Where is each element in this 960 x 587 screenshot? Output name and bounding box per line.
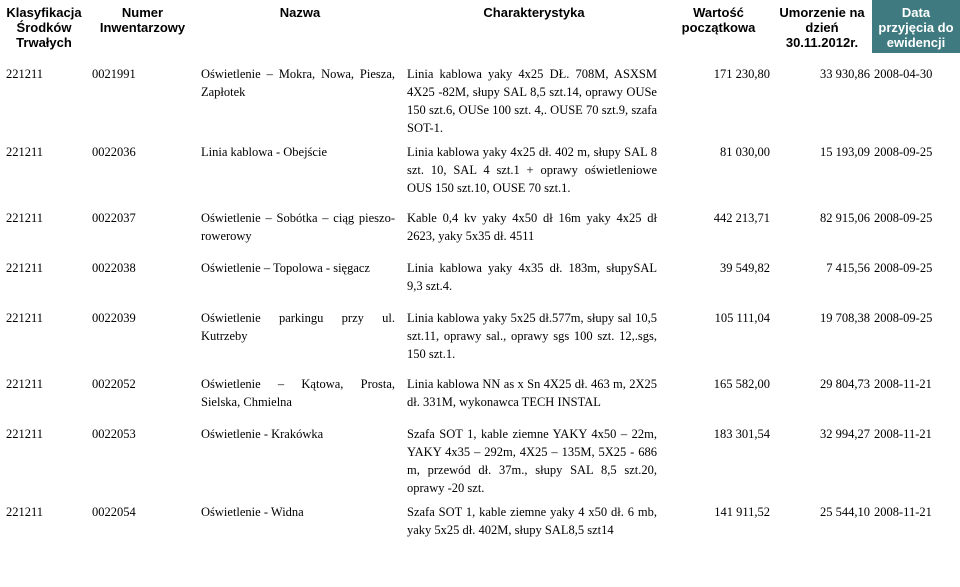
cell-klasyfikacja: 221211 (6, 261, 44, 275)
cell-numer: 0021991 (92, 67, 136, 81)
cell-nazwa: Oświetlenie - Krakówka (201, 427, 324, 441)
cell-nazwa: Oświetlenie – Topolowa - sięgacz (201, 261, 370, 275)
table-row (0, 305, 960, 371)
cell-numer: 0022037 (92, 211, 136, 225)
cell-data: 2008-04-30 (874, 67, 933, 81)
table-row (0, 499, 960, 545)
cell-data: 2008-09-25 (874, 211, 933, 225)
cell-nazwa: Oświetlenie parkingu przy ul. Kutrzeby (201, 311, 395, 343)
cell-umorzenie: 32 994,27 (820, 427, 870, 441)
header-klasyfikacja: Klasyfikacja Środków Trwałych (0, 0, 88, 53)
cell-charakterystyka: Kable 0,4 kv yaky 4x50 dł 16m yaky 4x25 dł 2623, yaky 5x35 dł. 4511 (407, 211, 657, 243)
cell-data: 2008-11-21 (874, 427, 932, 441)
header-row (0, 0, 960, 53)
cell-data: 2008-11-21 (874, 377, 932, 391)
cell-charakterystyka: Szafa SOT 1, kable ziemne yaky 4 x50 dł. 6 mb, yaky 5x25 dł. 402M, słupy SAL8,5 szt14 (407, 505, 657, 537)
cell-wartosc: 105 111,04 (714, 311, 770, 325)
cell-numer: 0022052 (92, 377, 136, 391)
cell-wartosc: 183 301,54 (713, 427, 770, 441)
cell-numer: 0022039 (92, 311, 136, 325)
cell-umorzenie: 19 708,38 (820, 311, 870, 325)
cell-numer: 0022038 (92, 261, 136, 275)
table-row (0, 255, 960, 305)
cell-umorzenie: 29 804,73 (820, 377, 870, 391)
cell-klasyfikacja: 221211 (6, 145, 44, 159)
header-wartosc: Wartość początkowa (665, 0, 772, 53)
cell-wartosc: 442 213,71 (713, 211, 770, 225)
table-row (0, 371, 960, 421)
cell-data: 2008-11-21 (874, 505, 932, 519)
cell-data: 2008-09-25 (874, 145, 933, 159)
cell-umorzenie: 82 915,06 (820, 211, 870, 225)
cell-numer: 0022036 (92, 145, 136, 159)
header-data-przyjecia: Data przyjęcia do ewidencji (872, 0, 960, 53)
cell-nazwa: Oświetlenie – Kątowa, Prosta, Sielska, Chmielna (201, 377, 395, 409)
cell-klasyfikacja: 221211 (6, 377, 44, 391)
cell-numer: 0022053 (92, 427, 136, 441)
cell-klasyfikacja: 221211 (6, 311, 44, 325)
cell-klasyfikacja: 221211 (6, 427, 44, 441)
cell-nazwa: Oświetlenie – Mokra, Nowa, Piesza, Zapłotek (201, 67, 395, 99)
cell-nazwa: Oświetlenie – Sobótka – ciąg pieszo-rowerowy (201, 211, 395, 243)
cell-data: 2008-09-25 (874, 311, 933, 325)
cell-charakterystyka: Linia kablowa yaky 4x25 DŁ. 708M, ASXSM 4X25 -82M, słupy SAL 8,5 szt.14, oprawy OUSe 150 szt.6, OUSe 100 szt. 4,. OUSE 70 szt.9, szafa SOT-1. (407, 67, 657, 135)
header-umorzenie: Umorzenie na dzień 30.11.2012r. (772, 0, 872, 53)
cell-nazwa: Oświetlenie - Widna (201, 505, 304, 519)
header-nazwa: Nazwa (197, 0, 403, 53)
cell-umorzenie: 33 930,86 (820, 67, 870, 81)
cell-klasyfikacja: 221211 (6, 67, 44, 81)
cell-data: 2008-09-25 (874, 261, 933, 275)
cell-umorzenie: 7 415,56 (826, 261, 870, 275)
cell-umorzenie: 25 544,10 (820, 505, 870, 519)
table-row (0, 53, 960, 139)
header-numer: Numer Inwentarzowy (88, 0, 197, 53)
cell-charakterystyka: Linia kablowa yaky 5x25 dł.577m, słupy sal 10,5 szt.11, oprawy sal., oprawy sgs 100 szt. 12,.sgs, 150 szt.1. (407, 311, 657, 361)
cell-charakterystyka: Szafa SOT 1, kable ziemne YAKY 4x50 – 22m, YAKY 4x35 – 292m, 4X25 – 135M, 5X25 - 686 m, przewód dł. 37m., słupy SAL 8,5 szt.20, oprawy -20 szt. (407, 427, 657, 495)
cell-nazwa: Linia kablowa - Obejście (201, 145, 327, 159)
cell-wartosc: 165 582,00 (713, 377, 770, 391)
table-row (0, 139, 960, 205)
cell-wartosc: 39 549,82 (720, 261, 770, 275)
cell-umorzenie: 15 193,09 (820, 145, 870, 159)
cell-wartosc: 171 230,80 (713, 67, 770, 81)
cell-numer: 0022054 (92, 505, 136, 519)
cell-charakterystyka: Linia kablowa NN as x Sn 4X25 dł. 463 m, 2X25 dł. 331M, wykonawca TECH INSTAL (407, 377, 657, 409)
cell-charakterystyka: Linia kablowa yaky 4x25 dł. 402 m, słupy SAL 8 szt. 10, SAL 4 szt.1 + oprawy oświetleniowe OUS 150 szt.10, OUSE 70 szt.1. (407, 145, 657, 195)
cell-wartosc: 81 030,00 (720, 145, 770, 159)
cell-charakterystyka: Linia kablowa yaky 4x35 dł. 183m, słupySAL 9,3 szt.4. (407, 261, 657, 293)
cell-klasyfikacja: 221211 (6, 505, 44, 519)
table-row (0, 205, 960, 255)
table-row (0, 421, 960, 499)
header-charakterystyka: Charakterystyka (403, 0, 665, 53)
cell-wartosc: 141 911,52 (714, 505, 770, 519)
cell-klasyfikacja: 221211 (6, 211, 44, 225)
